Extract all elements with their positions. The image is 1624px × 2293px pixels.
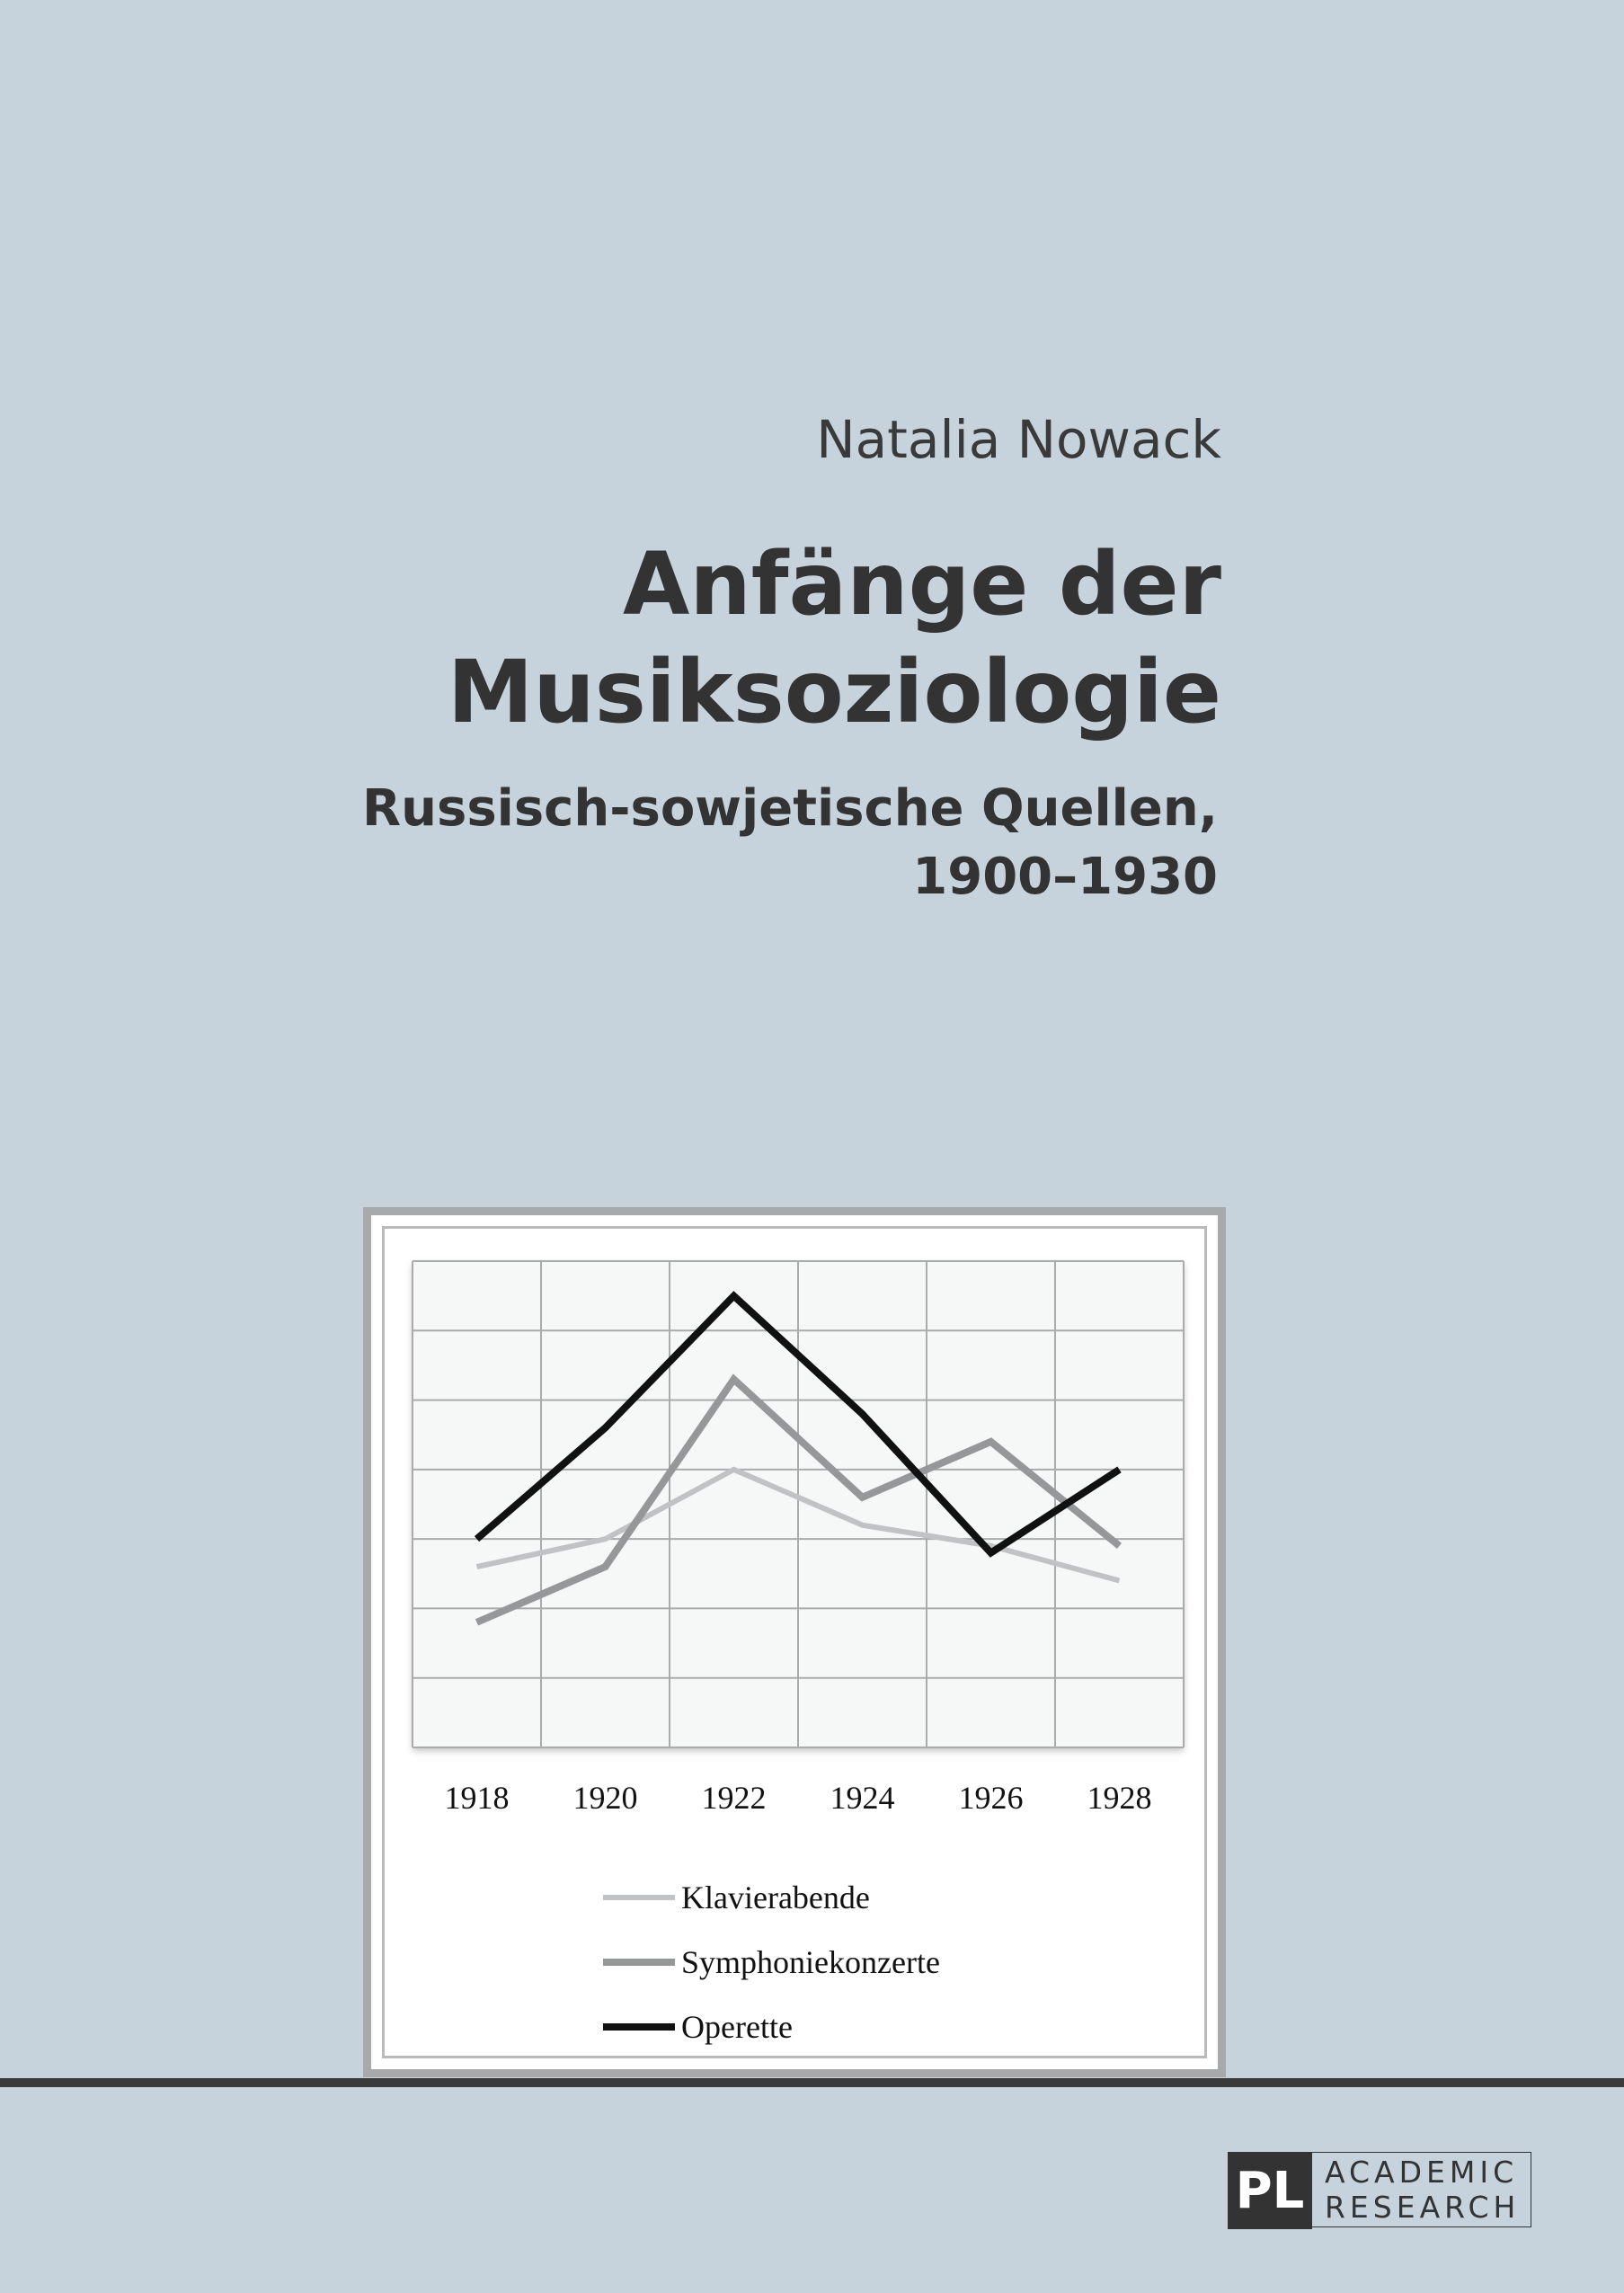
line-chart: [371, 1215, 1218, 2069]
author-name: Natalia Nowack: [816, 409, 1221, 470]
publisher-line-2: RESEARCH: [1325, 2190, 1521, 2225]
legend-label: Klavierabende: [681, 1880, 870, 1915]
x-tick-label: 1928: [1087, 1780, 1152, 1816]
publisher-logo: [1228, 2152, 1533, 2229]
publisher-text: [1312, 2152, 1531, 2227]
title-line-1: Anfänge der: [623, 534, 1221, 635]
cover-baseline-rule: [0, 2078, 1624, 2087]
x-tick-label: 1922: [701, 1780, 767, 1816]
subtitle-line-2: 1900–1930: [912, 848, 1218, 906]
legend-label: Symphoniekonzerte: [681, 1944, 940, 1980]
x-tick-label: 1926: [958, 1780, 1024, 1816]
x-tick-label: 1918: [444, 1780, 510, 1816]
book-title: [448, 530, 1221, 746]
title-line-2: Musiksoziologie: [447, 642, 1221, 742]
chart-frame: [363, 1207, 1226, 2077]
legend-label: Operette: [681, 2009, 793, 2045]
publisher-line-1: ACADEMIC: [1325, 2155, 1519, 2190]
x-tick-label: 1924: [830, 1780, 895, 1816]
subtitle-line-1: Russisch-sowjetische Quellen,: [362, 779, 1218, 838]
x-tick-label: 1920: [572, 1780, 638, 1816]
book-subtitle: [362, 775, 1218, 911]
publisher-mark: PL: [1228, 2152, 1312, 2229]
